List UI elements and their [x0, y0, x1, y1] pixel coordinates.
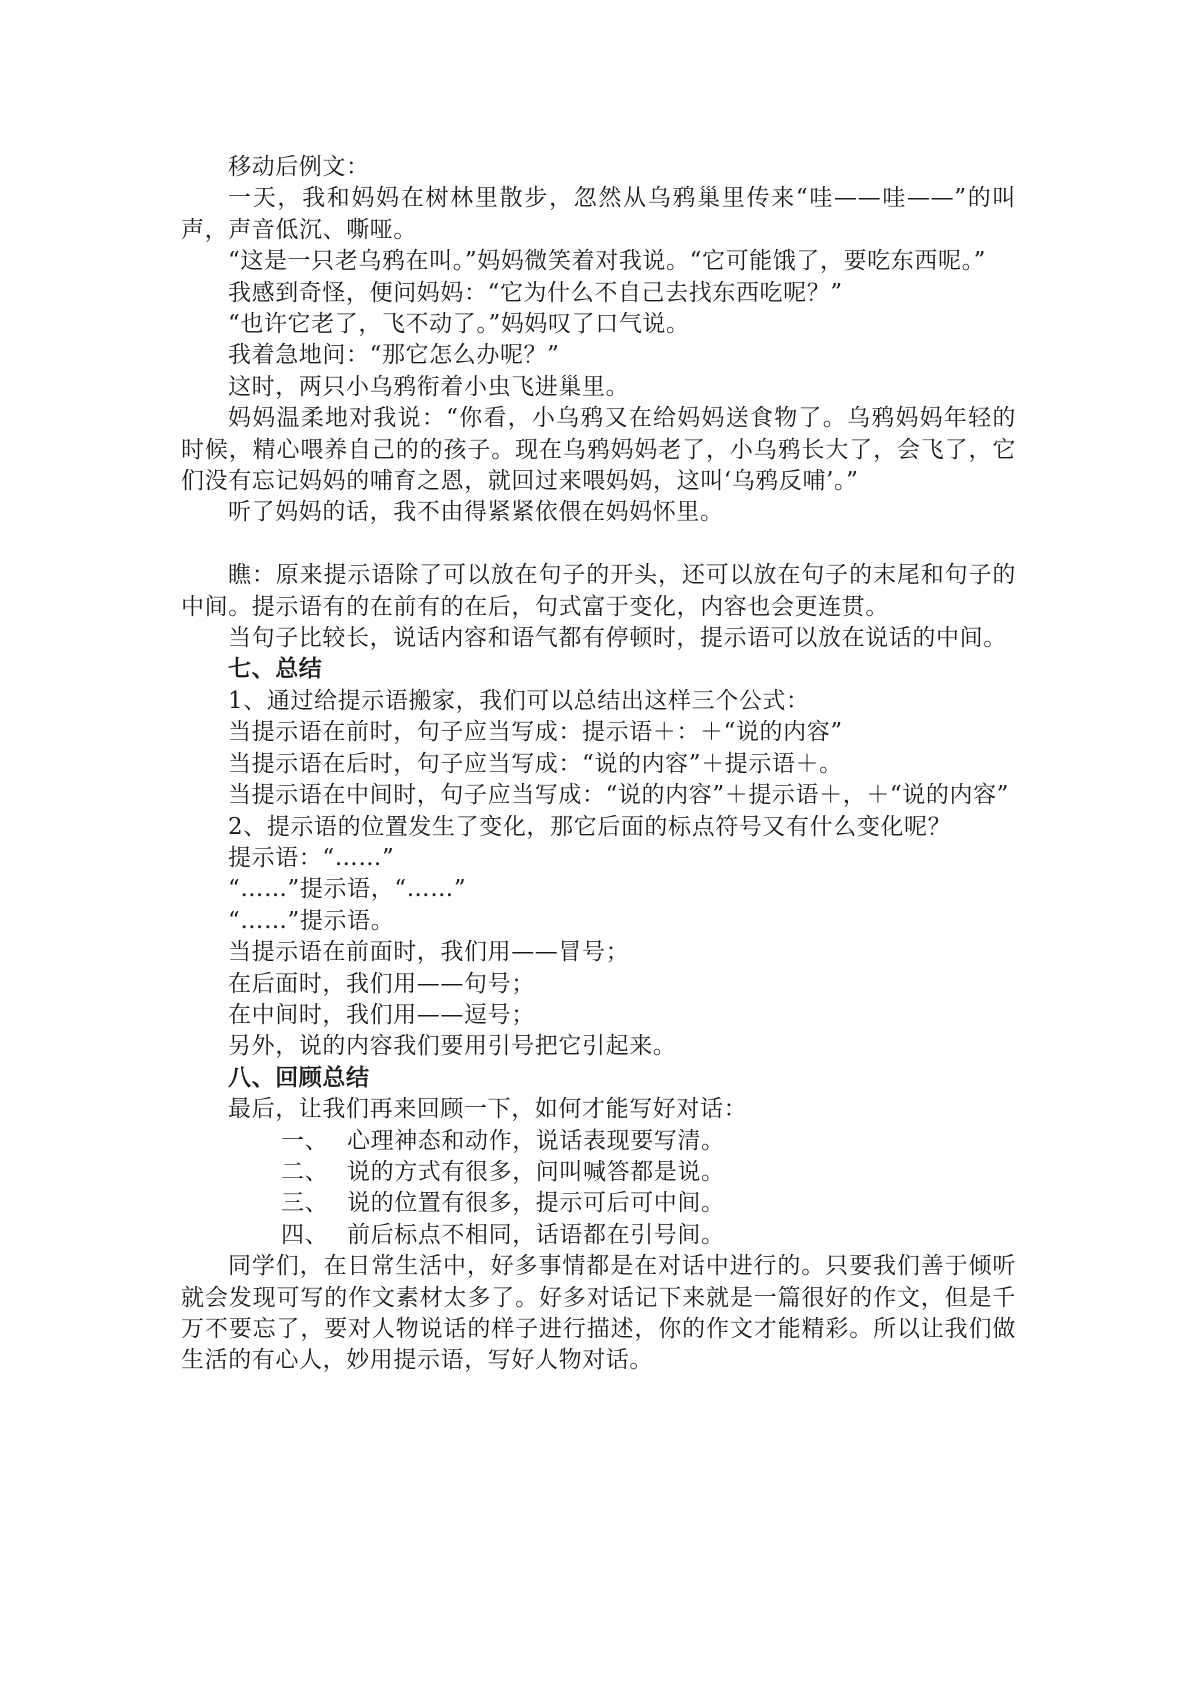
paragraph: “这是一只老乌鸦在叫。”妈妈微笑着对我说。“它可能饿了，要吃东西呢。” — [228, 248, 987, 275]
paragraph: 一天，我和妈妈在树林里散步，忽然从乌鸦巢里传来“哇——哇——”的叫声，声音低沉、嘶哑。 — [181, 185, 1016, 243]
formula-line: 当提示语在前时，句子应当写成：提示语＋：＋“说的内容” — [228, 719, 843, 746]
document-body — [181, 152, 1016, 1377]
list-item — [181, 1220, 1016, 1251]
paragraph: 听了妈妈的话，我不由得紧紧依偎在妈妈怀里。 — [228, 499, 724, 526]
list-text: 说的方式有很多，问叫喊答都是说。 — [347, 1158, 725, 1185]
paragraph: 我感到奇怪，便问妈妈：“它为什么不自己去找东西吃呢？” — [228, 279, 843, 306]
example-line: 提示语：“……” — [228, 844, 395, 871]
formula-line: 当提示语在中间时，句子应当写成：“说的内容”＋提示语＋，＋“说的内容” — [228, 782, 1010, 809]
formula-line: 当提示语在后时，句子应当写成：“说的内容”＋提示语＋。 — [228, 750, 843, 777]
paragraph: 瞧：原来提示语除了可以放在句子的开头，还可以放在句子的末尾和句子的中间。提示语有的在前有的在后，句式富于变化，内容也会更连贯。 — [181, 562, 1016, 620]
paragraph: 2、提示语的位置发生了变化，那它后面的标点符号又有什么变化呢？ — [228, 813, 952, 840]
section-heading-summary: 七、总结 — [228, 656, 323, 683]
paragraph: 在中间时，我们用——逗号； — [228, 1001, 535, 1028]
list-text: 说的位置有很多，提示可后可中间。 — [347, 1190, 725, 1217]
list-item — [181, 1157, 1016, 1188]
example-line: “……”提示语，“……” — [228, 876, 467, 903]
paragraph: 另外，说的内容我们要用引号把它引起来。 — [228, 1033, 677, 1060]
blank-line — [181, 529, 1016, 560]
list-number: 四、 — [281, 1221, 329, 1248]
paragraph: 我着急地问：“那它怎么办呢？” — [228, 342, 560, 369]
paragraph: 当提示语在前面时，我们用——冒号； — [228, 939, 630, 966]
paragraph: 当句子比较长，说话内容和语气都有停顿时，提示语可以放在说话的中间。 — [228, 625, 1007, 652]
paragraph: 最后，让我们再来回顾一下，如何才能写好对话： — [228, 1096, 748, 1123]
paragraph: 这时，两只小乌鸦衔着小虫飞进巢里。 — [228, 373, 630, 400]
paragraph: 妈妈温柔地对我说：“你看，小乌鸦又在给妈妈送食物了。乌鸦妈妈年轻的时候，精心喂养自己的的孩子。现在乌鸦妈妈老了，小乌鸦长大了，会飞了，它们没有忘记妈妈的哺育之恩，就回过来喂妈妈，这叫‘乌鸦反哺’。” — [181, 405, 1016, 495]
paragraph: 1、通过给提示语搬家，我们可以总结出这样三个公式： — [228, 687, 810, 714]
paragraph-intro: 移动后例文： — [228, 154, 370, 180]
list-number: 三、 — [281, 1190, 329, 1217]
paragraph: 在后面时，我们用——句号； — [228, 970, 535, 997]
closing-paragraph: 同学们，在日常生活中，好多事情都是在对话中进行的。只要我们善于倾听就会发现可写的作文素材太多了。好多对话记下来就是一篇很好的作文，但是千万不要忘了，要对人物说话的样子进行描述，你的作文才能精彩。所以让我们做生活的有心人，妙用提示语，写好人物对话。 — [181, 1253, 1016, 1374]
paragraph: “也许它老了，飞不动了。”妈妈叹了口气说。 — [228, 311, 690, 338]
example-line: “……”提示语。 — [228, 907, 395, 934]
list-item — [181, 1188, 1016, 1219]
list-number: 一、 — [281, 1127, 329, 1154]
list-number: 二、 — [281, 1158, 329, 1185]
list-text: 前后标点不相同，话语都在引号间。 — [347, 1221, 725, 1248]
list-item — [181, 1126, 1016, 1157]
list-text: 心理神态和动作，说话表现要写清。 — [347, 1127, 725, 1154]
section-heading-review: 八、回顾总结 — [228, 1064, 370, 1091]
